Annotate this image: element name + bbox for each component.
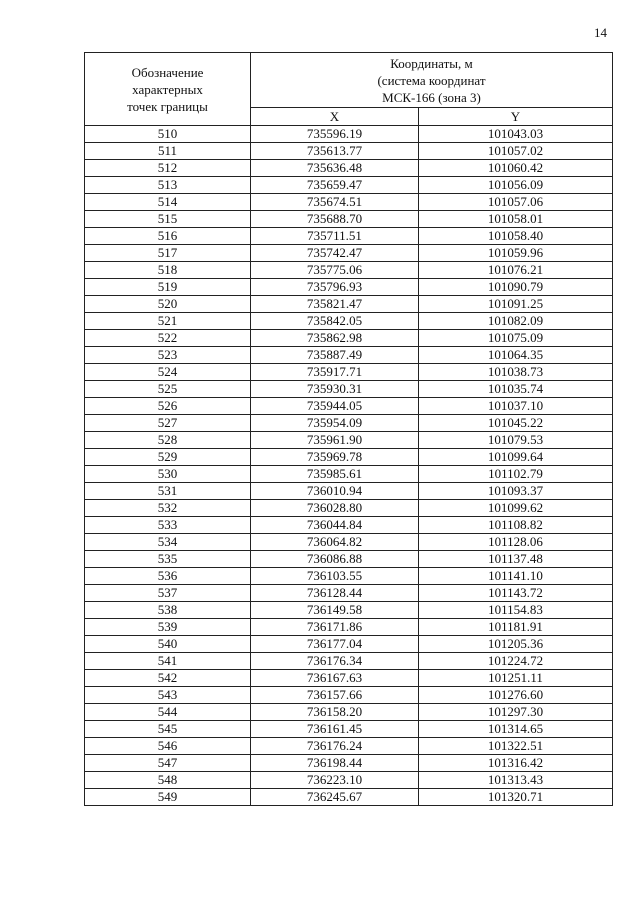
x-coordinate-cell: 735961.90 [251,432,419,449]
header-x: X [251,108,419,126]
x-coordinate-cell: 736158.20 [251,704,419,721]
point-id-cell: 529 [85,449,251,466]
point-id-cell: 523 [85,347,251,364]
point-id-cell: 545 [85,721,251,738]
table-row [85,738,613,755]
table-row [85,789,613,806]
x-coordinate-cell: 736176.34 [251,653,419,670]
y-coordinate-cell: 101064.35 [419,347,613,364]
table-row [85,466,613,483]
point-id-cell: 527 [85,415,251,432]
y-coordinate-cell: 101143.72 [419,585,613,602]
x-coordinate-cell: 735969.78 [251,449,419,466]
table-row [85,194,613,211]
table-row [85,262,613,279]
table-row [85,534,613,551]
y-coordinate-cell: 101076.21 [419,262,613,279]
point-id-cell: 536 [85,568,251,585]
point-id-cell: 538 [85,602,251,619]
header-point-designation [85,53,251,126]
x-coordinate-cell: 736044.84 [251,517,419,534]
y-coordinate-cell: 101043.03 [419,126,613,143]
point-id-cell: 519 [85,279,251,296]
x-coordinate-cell: 736157.66 [251,687,419,704]
point-id-cell: 511 [85,143,251,160]
y-coordinate-cell: 101224.72 [419,653,613,670]
x-coordinate-cell: 735659.47 [251,177,419,194]
point-id-cell: 533 [85,517,251,534]
x-coordinate-cell: 735944.05 [251,398,419,415]
table-row [85,517,613,534]
point-id-cell: 512 [85,160,251,177]
table-row [85,228,613,245]
point-id-cell: 532 [85,500,251,517]
x-coordinate-cell: 735688.70 [251,211,419,228]
table-row [85,721,613,738]
x-coordinate-cell: 736161.45 [251,721,419,738]
point-id-cell: 520 [85,296,251,313]
point-id-cell: 528 [85,432,251,449]
x-coordinate-cell: 735636.48 [251,160,419,177]
x-coordinate-cell: 735954.09 [251,415,419,432]
y-coordinate-cell: 101075.09 [419,330,613,347]
point-id-cell: 516 [85,228,251,245]
point-id-cell: 525 [85,381,251,398]
y-coordinate-cell: 101060.42 [419,160,613,177]
table-row [85,313,613,330]
x-coordinate-cell: 735742.47 [251,245,419,262]
y-coordinate-cell: 101090.79 [419,279,613,296]
table-row [85,670,613,687]
y-coordinate-cell: 101045.22 [419,415,613,432]
point-id-cell: 541 [85,653,251,670]
coordinates-table [84,52,613,806]
header-coords-line-2: (система координат [377,72,486,88]
point-id-cell: 544 [85,704,251,721]
x-coordinate-cell: 736103.55 [251,568,419,585]
table-row [85,449,613,466]
table-row [85,126,613,143]
header-y: Y [419,108,613,126]
y-coordinate-cell: 101082.09 [419,313,613,330]
point-id-cell: 531 [85,483,251,500]
table-row [85,619,613,636]
table-row [85,755,613,772]
y-coordinate-cell: 101322.51 [419,738,613,755]
y-coordinate-cell: 101058.01 [419,211,613,228]
table-body [85,126,613,806]
point-id-cell: 540 [85,636,251,653]
point-id-cell: 546 [85,738,251,755]
table-row [85,279,613,296]
x-coordinate-cell: 735674.51 [251,194,419,211]
x-coordinate-cell: 735596.19 [251,126,419,143]
y-coordinate-cell: 101057.02 [419,143,613,160]
table-row [85,347,613,364]
y-coordinate-cell: 101181.91 [419,619,613,636]
x-coordinate-cell: 735887.49 [251,347,419,364]
y-coordinate-cell: 101320.71 [419,789,613,806]
table-row [85,160,613,177]
x-coordinate-cell: 736028.80 [251,500,419,517]
x-coordinate-cell: 736149.58 [251,602,419,619]
table-header [85,53,613,126]
y-coordinate-cell: 101037.10 [419,398,613,415]
x-coordinate-cell: 735985.61 [251,466,419,483]
x-coordinate-cell: 735930.31 [251,381,419,398]
y-coordinate-cell: 101035.74 [419,381,613,398]
y-coordinate-cell: 101093.37 [419,483,613,500]
y-coordinate-cell: 101205.36 [419,636,613,653]
point-id-cell: 521 [85,313,251,330]
x-coordinate-cell: 735613.77 [251,143,419,160]
y-coordinate-cell: 101251.11 [419,670,613,687]
y-coordinate-cell: 101108.82 [419,517,613,534]
table-row [85,177,613,194]
point-id-cell: 542 [85,670,251,687]
header-point-line-1: Обозначение [131,64,204,80]
point-id-cell: 537 [85,585,251,602]
point-id-cell: 510 [85,126,251,143]
y-coordinate-cell: 101091.25 [419,296,613,313]
y-coordinate-cell: 101154.83 [419,602,613,619]
table-row [85,381,613,398]
page-number: 14 [594,25,607,40]
y-coordinate-cell: 101058.40 [419,228,613,245]
point-id-cell: 534 [85,534,251,551]
header-point-line-2: характерных [132,81,203,97]
x-coordinate-cell: 735862.98 [251,330,419,347]
y-coordinate-cell: 101099.64 [419,449,613,466]
point-id-cell: 518 [85,262,251,279]
header-coordinates [251,53,613,108]
y-coordinate-cell: 101141.10 [419,568,613,585]
table-row [85,211,613,228]
y-coordinate-cell: 101099.62 [419,500,613,517]
table-row [85,704,613,721]
point-id-cell: 513 [85,177,251,194]
x-coordinate-cell: 736177.04 [251,636,419,653]
point-id-cell: 549 [85,789,251,806]
x-coordinate-cell: 736176.24 [251,738,419,755]
point-id-cell: 517 [85,245,251,262]
table-row [85,415,613,432]
header-point-line-3: точек границы [127,98,208,114]
x-coordinate-cell: 735796.93 [251,279,419,296]
point-id-cell: 535 [85,551,251,568]
point-id-cell: 548 [85,772,251,789]
x-coordinate-cell: 735917.71 [251,364,419,381]
table-row [85,602,613,619]
table-row [85,364,613,381]
point-id-cell: 522 [85,330,251,347]
point-id-cell: 547 [85,755,251,772]
table-row [85,585,613,602]
point-id-cell: 526 [85,398,251,415]
y-coordinate-cell: 101056.09 [419,177,613,194]
y-coordinate-cell: 101102.79 [419,466,613,483]
x-coordinate-cell: 736064.82 [251,534,419,551]
y-coordinate-cell: 101276.60 [419,687,613,704]
x-coordinate-cell: 735842.05 [251,313,419,330]
y-coordinate-cell: 101057.06 [419,194,613,211]
table-row [85,551,613,568]
x-coordinate-cell: 736171.86 [251,619,419,636]
x-coordinate-cell: 736198.44 [251,755,419,772]
y-coordinate-cell: 101316.42 [419,755,613,772]
x-coordinate-cell: 736086.88 [251,551,419,568]
y-coordinate-cell: 101079.53 [419,432,613,449]
table-row [85,772,613,789]
table-row [85,296,613,313]
point-id-cell: 515 [85,211,251,228]
x-coordinate-cell: 736245.67 [251,789,419,806]
point-id-cell: 530 [85,466,251,483]
y-coordinate-cell: 101128.06 [419,534,613,551]
point-id-cell: 514 [85,194,251,211]
table-row [85,568,613,585]
point-id-cell: 539 [85,619,251,636]
x-coordinate-cell: 736128.44 [251,585,419,602]
table-row [85,245,613,262]
table-row [85,330,613,347]
table-row [85,483,613,500]
point-id-cell: 543 [85,687,251,704]
table-row [85,143,613,160]
x-coordinate-cell: 735821.47 [251,296,419,313]
y-coordinate-cell: 101314.65 [419,721,613,738]
header-coords-line-1: Координаты, м [390,55,473,71]
table-row [85,687,613,704]
x-coordinate-cell: 735711.51 [251,228,419,245]
y-coordinate-cell: 101313.43 [419,772,613,789]
table-row [85,636,613,653]
y-coordinate-cell: 101137.48 [419,551,613,568]
table-row [85,432,613,449]
table-row [85,500,613,517]
y-coordinate-cell: 101059.96 [419,245,613,262]
x-coordinate-cell: 736223.10 [251,772,419,789]
y-coordinate-cell: 101038.73 [419,364,613,381]
x-coordinate-cell: 735775.06 [251,262,419,279]
table-row [85,398,613,415]
point-id-cell: 524 [85,364,251,381]
x-coordinate-cell: 736167.63 [251,670,419,687]
header-coords-line-3: МСК-166 (зона 3) [382,89,481,105]
y-coordinate-cell: 101297.30 [419,704,613,721]
x-coordinate-cell: 736010.94 [251,483,419,500]
table-row [85,653,613,670]
